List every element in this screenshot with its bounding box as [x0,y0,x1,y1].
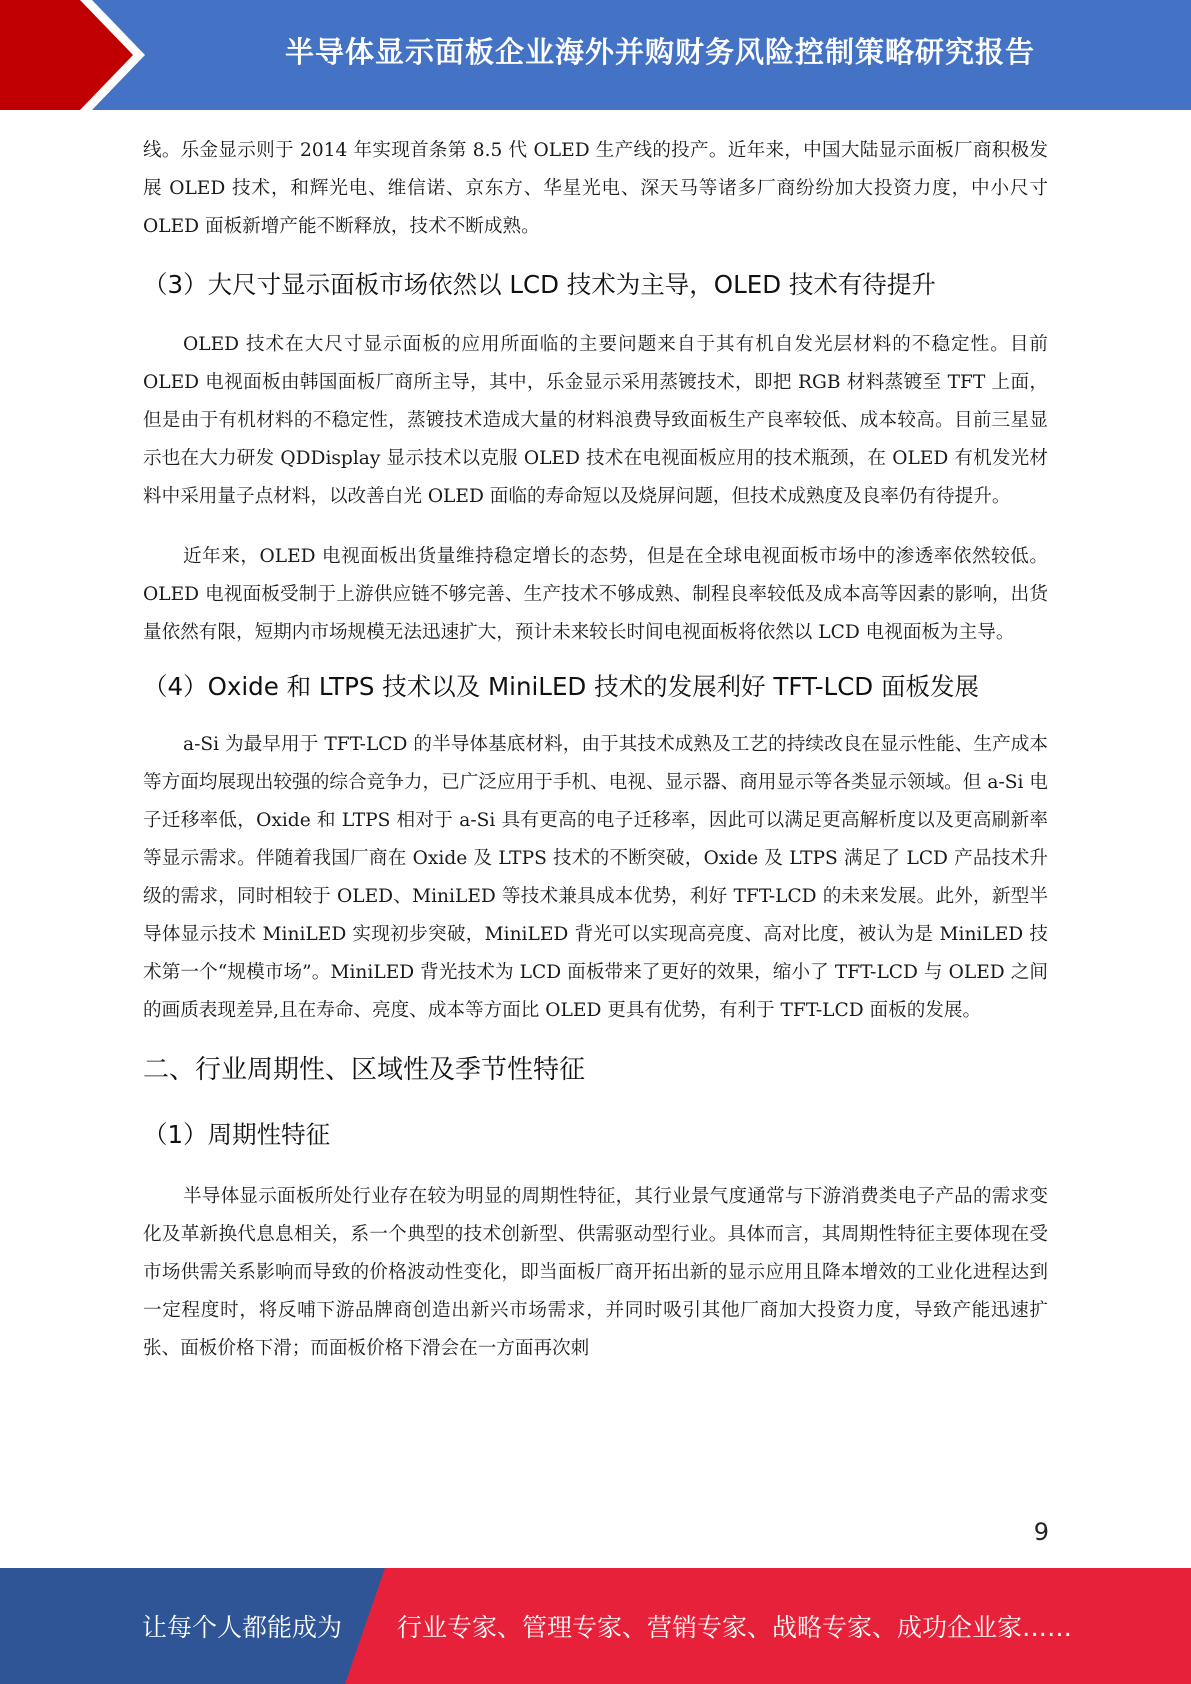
paragraph: a-Si 为最早用于 TFT-LCD 的半导体基底材料，由于其技术成熟及工艺的持续改良在显示性能、生产成本等方面均展现出较强的综合竞争力，已广泛应用于手机、电视、显示器、商用显示等各类显示领域。但 a-Si 电子迁移率低，Oxide 和 LTPS 相对于 a-Si 具有更高的电子迁移率，因此可以满足更高解析度以及更高刷新率等显示需求。伴随着我国厂商在 Oxide 及 LTPS 技术的不断突破，Oxide 及 LTPS 满足了 LCD 产品技术升级的需求，同时相较于 OLED、MiniLED 等技术兼具成本优势，利好 TFT-LCD 的未来发展。此外，新型半导体显示技术 MiniLED 实现初步突破，MiniLED 背光可以实现高亮度、高对比度，被认为是 MiniLED 技术第一个“规模市场”。MiniLED 背光技术为 LCD 面板带来了更好的效果，缩小了 TFT-LCD 与 OLED 之间的画质表现差异,且在寿命、亮度、成本等方面比 OLED 更具有优势，有利于 TFT-LCD 面板的发展。 [143,734,1048,1021]
page-header [0,0,1191,110]
page-footer [0,1568,1191,1684]
footer-slogan-right: 行业专家、管理专家、营销专家、战略专家、成功企业家…… [397,1613,1073,1642]
report-title: 半导体显示面板企业海外并购财务风险控制策略研究报告 [284,34,1035,69]
paragraph: 近年来，OLED 电视面板出货量维持稳定增长的态势，但是在全球电视面板市场中的渗透率依然较低。OLED 电视面板受制于上游供应链不够完善、生产技术不够成熟、制程良率较低及成本高等因素的影响，出货量依然有限，短期内市场规模无法迅速扩大，预计未来较长时间电视面板将依然以 LCD 电视面板为主导。 [143,546,1048,643]
paragraph: OLED 技术在大尺寸显示面板的应用所面临的主要问题来自于其有机自发光层材料的不稳定性。目前 OLED 电视面板由韩国面板厂商所主导，其中，乐金显示采用蒸镀技术，即把 RGB 材料蒸镀至 TFT 上面，但是由于有机材料的不稳定性，蒸镀技术造成大量的材料浪费导致面板生产良率较低、成本较高。目前三星显示也在大力研发 QDDisplay 显示技术以克服 OLED 技术在电视面板应用的技术瓶颈，在 OLED 有机发光材料中采用量子点材料，以改善白光 OLED 面临的寿命短以及烧屏问题，但技术成熟度及良率仍有待提升。 [143,334,1048,507]
section-heading: （4）Oxide 和 LTPS 技术以及 MiniLED 技术的发展利好 TFT-LCD 面板发展 [143,672,979,701]
chapter-heading: 二、行业周期性、区域性及季节性特征 [143,1055,586,1085]
section-heading: （1）周期性特征 [143,1120,331,1149]
document-body [143,132,1048,1368]
paragraph: 半导体显示面板所处行业存在较为明显的周期性特征，其行业景气度通常与下游消费类电子产品的需求变化及革新换代息息相关，系一个典型的技术创新型、供需驱动型行业。具体而言，其周期性特征主要体现在受市场供需关系影响而导致的价格波动性变化，即当面板厂商开拓出新的显示应用且降本增效的工业化进程达到一定程度时，将反哺下游品牌商创造出新兴市场需求，并同时吸引其他厂商加大投资力度，导致产能迅速扩张、面板价格下滑；而面板价格下滑会在一方面再次刺 [143,1186,1048,1359]
footer-slogan-left: 让每个人都能成为 [142,1613,343,1642]
paragraph: 线。乐金显示则于 2014 年实现首条第 8.5 代 OLED 生产线的投产。近年来，中国大陆显示面板厂商积极发展 OLED 技术，和辉光电、维信诺、京东方、华星光电、深天马等诸多厂商纷纷加大投资力度，中小尺寸 OLED 面板新增产能不断释放，技术不断成熟。 [143,140,1048,237]
section-heading: （3）大尺寸显示面板市场依然以 LCD 技术为主导，OLED 技术有待提升 [143,270,936,299]
page-number: 9 [1033,1518,1049,1546]
